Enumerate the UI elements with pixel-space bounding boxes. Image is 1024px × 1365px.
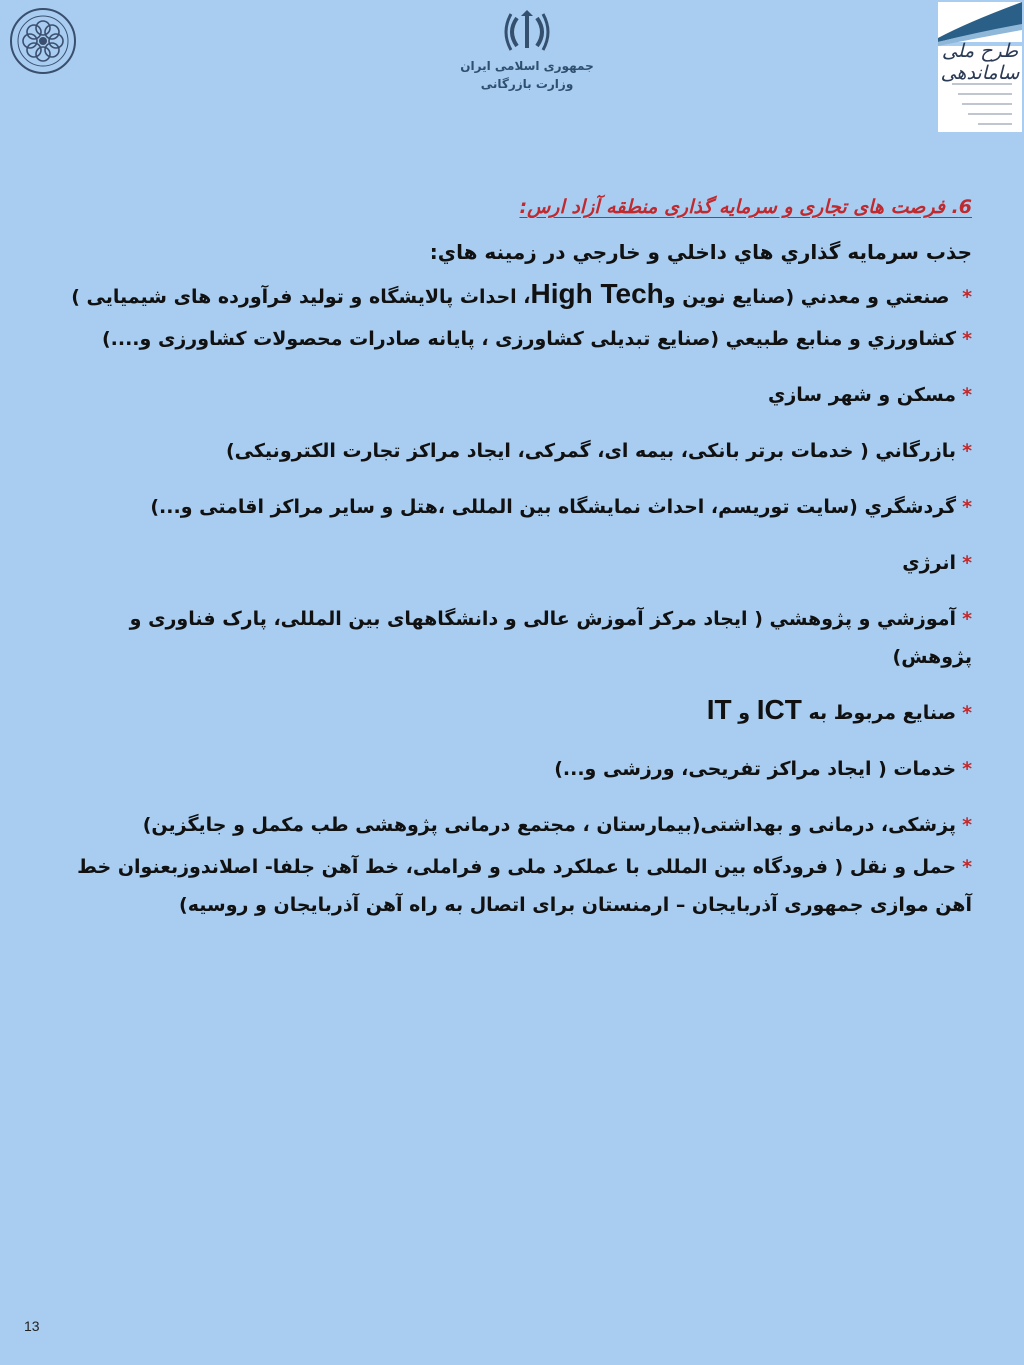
- list-item: [52, 806, 972, 844]
- item-conjunction: و: [738, 702, 751, 724]
- item-text: مسكن و شهر سازي: [767, 384, 957, 406]
- bullet: *: [962, 328, 972, 350]
- bullet: *: [962, 758, 972, 780]
- list-item: [52, 694, 972, 732]
- item-latin-term: High Tech: [530, 278, 664, 309]
- opportunity-list: [52, 278, 972, 924]
- list-item: [52, 376, 972, 414]
- bullet: *: [962, 608, 972, 630]
- bullet: *: [962, 814, 972, 836]
- section-heading: 6. فرصت های تجاری و سرمایه گذاری منطقه آزاد ارس:: [519, 196, 972, 218]
- bullet: *: [962, 856, 972, 878]
- logo-line-2: وزارت بازرگانی: [480, 77, 574, 91]
- list-item: [52, 278, 972, 316]
- bullet: *: [962, 552, 972, 574]
- bullet: *: [962, 384, 972, 406]
- item-text: خدمات ( ايجاد مراكز تفريحی، ورزشی و...): [554, 758, 957, 780]
- list-item: [52, 848, 972, 924]
- item-text: پزشكی، درمانی و بهداشتی(بيمارستان ، مجتمع درمانی پژوهشی طب مكمل و جايگزين): [142, 814, 957, 836]
- intro-text: جذب سرمايه گذاري هاي داخلي و خارجي در زمينه هاي:: [429, 240, 972, 264]
- item-text: حمل و نقل ( فرودگاه بين المللی با عملكرد ملی و فراملی، خط آهن جلفا- اصلاندوزبعنوان خط آهن موازی جمهوری آذربايجان – ارمنستان برای اتصال به راه آهن آذربايجان و روسيه): [77, 856, 972, 916]
- logo-line-1: جمهوری اسلامی ایران: [460, 59, 594, 73]
- item-text: كشاورزي و منابع طبيعي (صنايع تبديلی كشاورزی ، پايانه صادرات محصولات كشاورزی و....): [101, 328, 957, 350]
- bullet: *: [962, 702, 972, 724]
- item-latin-term-2: IT: [706, 694, 732, 725]
- ministry-logo: [452, 8, 602, 108]
- item-text: صنايع مربوط به: [808, 702, 957, 724]
- project-logo-right: [938, 2, 1022, 132]
- item-text: انرژي: [902, 552, 957, 574]
- item-text: آموزشي و پژوهشي ( ايجاد مركز آموزش عالی و دانشگاههای بين المللی، پارک فناوری و پژوهش): [129, 608, 972, 668]
- item-text: بازرگاني ( خدمات برتر بانكی، بيمه ای، گمركی، ايجاد مراكز تجارت الكترونيكی): [225, 440, 957, 462]
- list-item: [52, 750, 972, 788]
- list-item: [52, 488, 972, 526]
- content-area: [52, 196, 972, 942]
- list-item: [52, 432, 972, 470]
- item-text: صنعتي و معدني (صنايع نوين و: [663, 286, 950, 308]
- iran-emblem-icon: [501, 8, 553, 56]
- list-item: [52, 544, 972, 582]
- page-number: 13: [24, 1318, 40, 1334]
- list-item: [52, 320, 972, 358]
- item-text: گردشگري (سايت توريسم، احداث نمايشگاه بين المللی ،هتل و ساير مراكز اقامتی و...): [150, 496, 957, 518]
- list-item: [52, 600, 972, 676]
- bullet: *: [962, 286, 972, 308]
- item-text-cont: ، احداث پالايشگاه و توليد فرآورده های شيميايی ): [71, 286, 531, 308]
- item-latin-term: ICT: [756, 694, 802, 725]
- bullet: *: [962, 496, 972, 518]
- bullet: *: [962, 440, 972, 462]
- organization-logo-left: [8, 6, 78, 76]
- project-logo-text: طرح ملی ساماندهی: [940, 40, 1020, 84]
